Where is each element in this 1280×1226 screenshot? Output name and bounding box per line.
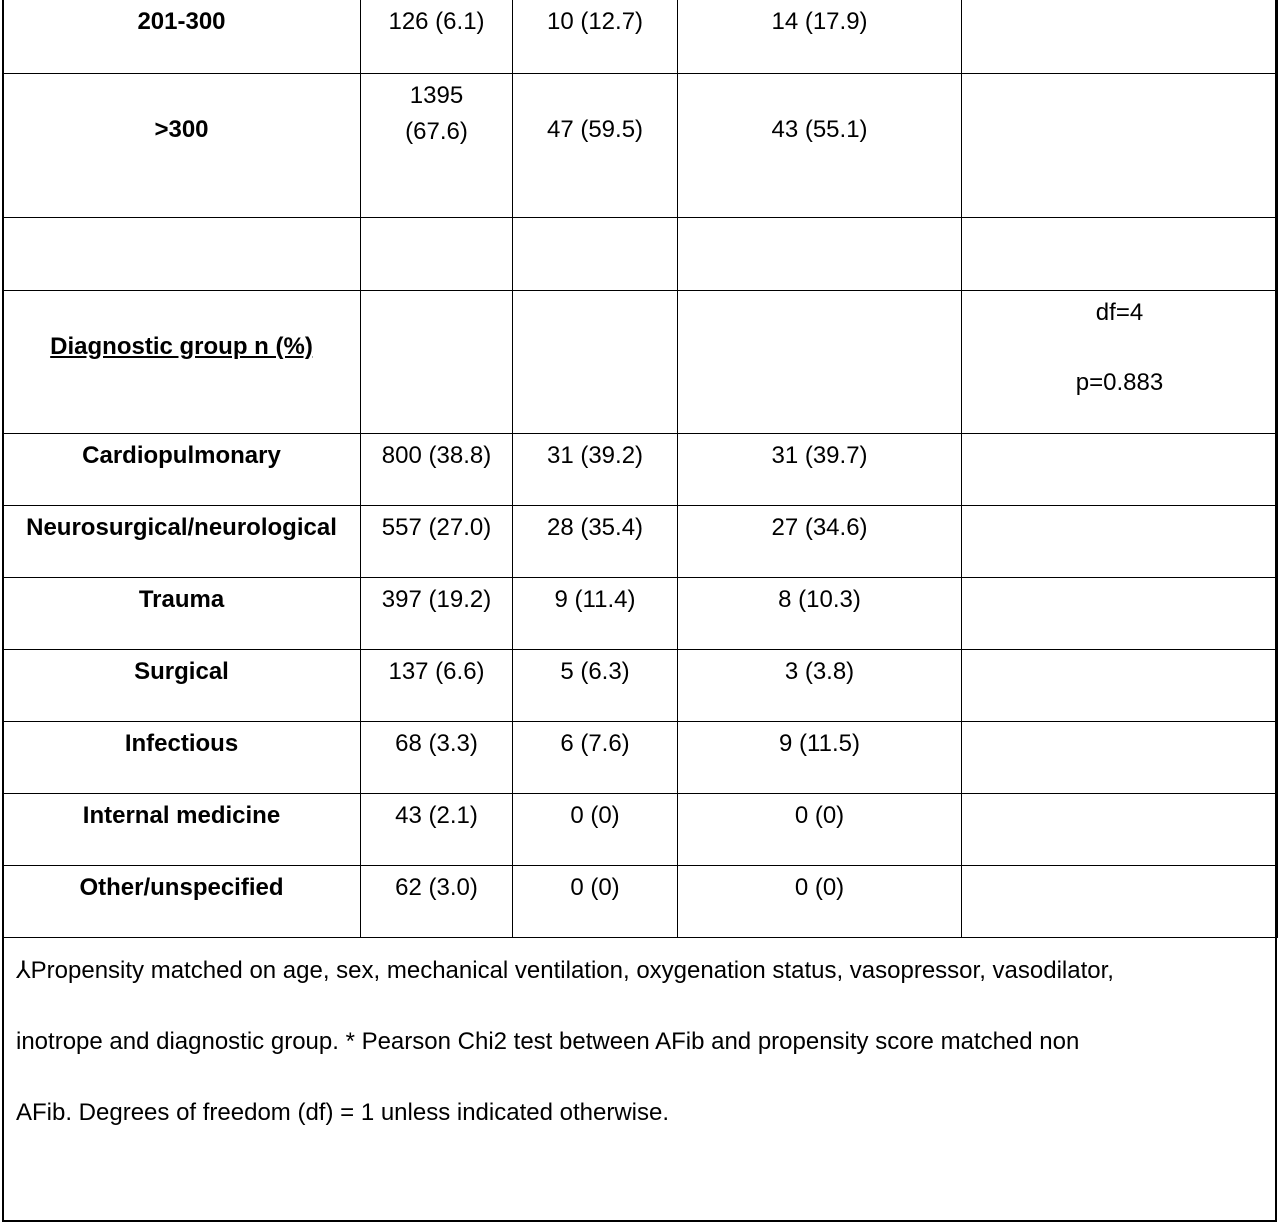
stat-df: df=4: [1095, 298, 1144, 326]
table-row: [3, 0, 1278, 73]
cell-afib: 9 (11.4): [513, 577, 678, 649]
table-row: [3, 433, 1278, 505]
table-row-section-header: [3, 290, 1278, 433]
cell-matched: 31 (39.7): [678, 433, 962, 505]
stat-p: p=0.883: [1075, 368, 1164, 396]
footnote-line: inotrope and diagnostic group. * Pearson Chi2 test between AFib and propensity score matched non: [16, 1028, 1080, 1055]
cell-total: 126 (6.1): [361, 0, 513, 73]
cell-afib: 47 (59.5): [513, 73, 678, 217]
cell-stat: [962, 505, 1278, 577]
cell-stat: [962, 73, 1278, 217]
cell-matched: 0 (0): [678, 793, 962, 865]
row-label: Neurosurgical/neurological: [3, 505, 361, 577]
cell-stat: [962, 0, 1278, 73]
table-row: [3, 721, 1278, 793]
cell-stat: [962, 865, 1278, 937]
cell-stat: [962, 649, 1278, 721]
cell-matched: 43 (55.1): [678, 73, 962, 217]
cell-matched: 0 (0): [678, 865, 962, 937]
cell-total: [361, 73, 513, 217]
row-label: Cardiopulmonary: [3, 433, 361, 505]
results-table: [2, 0, 1278, 938]
cell-stat: [962, 793, 1278, 865]
blank-cell: [513, 290, 678, 433]
blank-cell: [361, 217, 513, 290]
cell-matched: 8 (10.3): [678, 577, 962, 649]
cell-matched: 27 (34.6): [678, 505, 962, 577]
row-label: 201-300: [3, 0, 361, 73]
cell-matched: 14 (17.9): [678, 0, 962, 73]
cell-total: 62 (3.0): [361, 865, 513, 937]
cell-afib: 0 (0): [513, 793, 678, 865]
cell-stat: [962, 290, 1278, 433]
cell-total: 800 (38.8): [361, 433, 513, 505]
footnote-line: ⅄Propensity matched on age, sex, mechanical ventilation, oxygenation status, vasopressor, vasodilator,: [16, 957, 1114, 984]
cell-afib: 31 (39.2): [513, 433, 678, 505]
table-row: [3, 577, 1278, 649]
cell-matched: 3 (3.8): [678, 649, 962, 721]
row-label: Trauma: [3, 577, 361, 649]
table-row: [3, 505, 1278, 577]
cell-afib: 5 (6.3): [513, 649, 678, 721]
row-label: Infectious: [3, 721, 361, 793]
blank-cell: [678, 290, 962, 433]
row-label: Internal medicine: [3, 793, 361, 865]
cell-stat: [962, 721, 1278, 793]
cell-total-line1: 1395: [409, 81, 464, 109]
cell-total: 137 (6.6): [361, 649, 513, 721]
section-label: Diagnostic group n (%): [50, 332, 313, 360]
cell-total: 557 (27.0): [361, 505, 513, 577]
cell-matched: 9 (11.5): [678, 721, 962, 793]
blank-cell: [513, 217, 678, 290]
cell-total: 397 (19.2): [361, 577, 513, 649]
blank-cell: [962, 217, 1278, 290]
table-footnote: [16, 935, 1266, 1148]
cell-stat: [962, 577, 1278, 649]
cell-afib: 28 (35.4): [513, 505, 678, 577]
row-label: Other/unspecified: [3, 865, 361, 937]
blank-cell: [361, 290, 513, 433]
table-row-blank: [3, 217, 1278, 290]
section-label-cell: [3, 290, 361, 433]
footnote-line: AFib. Degrees of freedom (df) = 1 unless indicated otherwise.: [16, 1099, 669, 1126]
cell-total: 68 (3.3): [361, 721, 513, 793]
table-row: [3, 793, 1278, 865]
table-row: [3, 73, 1278, 217]
cell-afib: 0 (0): [513, 865, 678, 937]
blank-cell: [678, 217, 962, 290]
table-row: [3, 649, 1278, 721]
cell-afib: 10 (12.7): [513, 0, 678, 73]
cell-total: 43 (2.1): [361, 793, 513, 865]
cell-stat: [962, 433, 1278, 505]
cell-total-line2: (67.6): [405, 117, 468, 145]
row-label: Surgical: [3, 649, 361, 721]
table-row: [3, 865, 1278, 937]
blank-cell: [3, 217, 361, 290]
cell-afib: 6 (7.6): [513, 721, 678, 793]
row-label: >300: [3, 73, 361, 217]
